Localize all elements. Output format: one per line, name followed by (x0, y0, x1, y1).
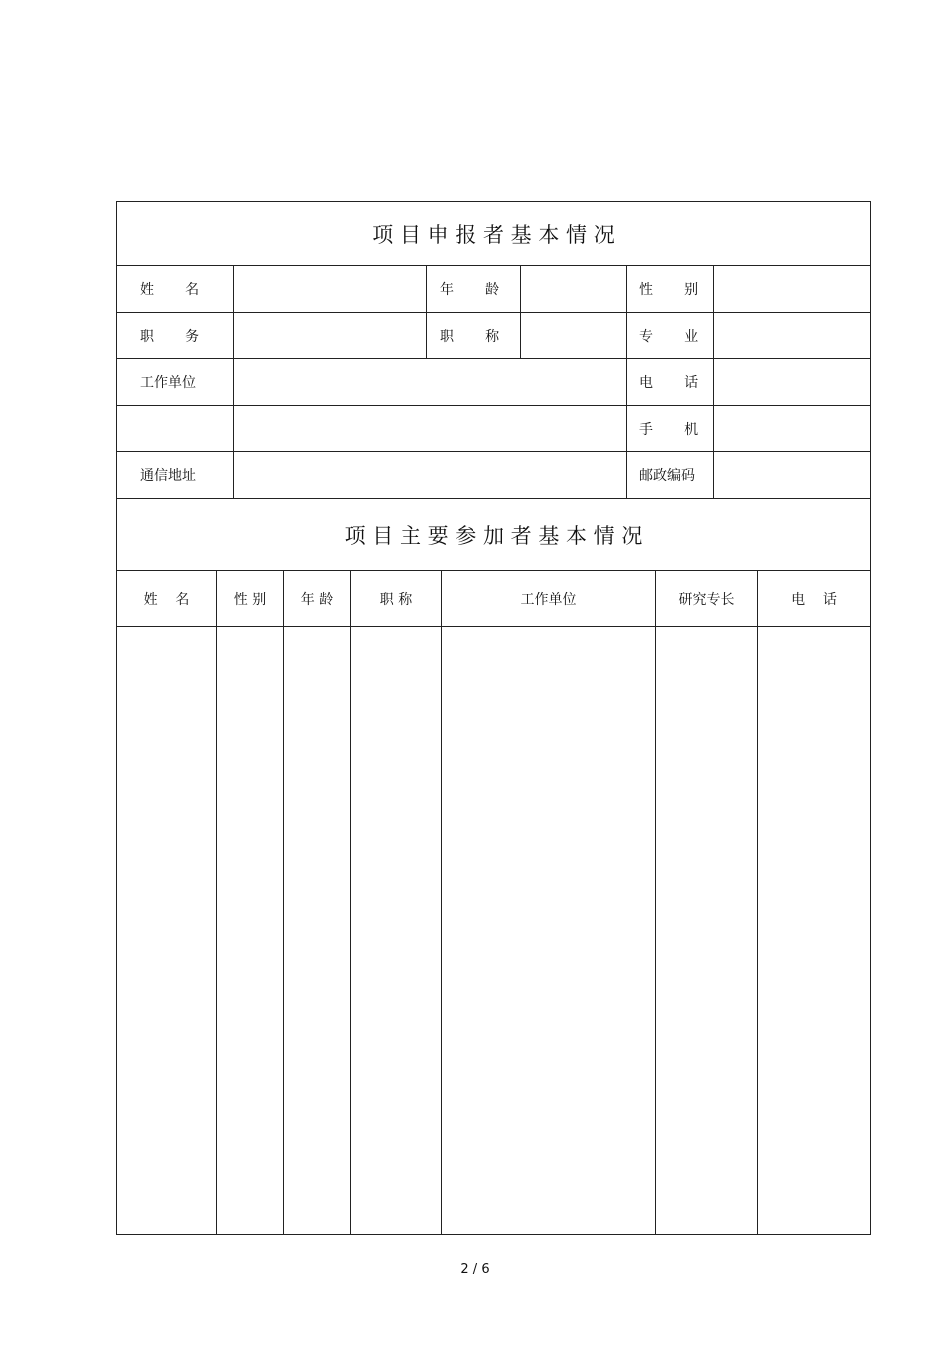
input-phone[interactable] (714, 359, 870, 405)
section-title-participants: 项 目 主 要 参 加 者 基 本 情 况 (344, 523, 643, 548)
label-title: 职 称 (440, 328, 500, 345)
input-gender[interactable] (714, 266, 870, 312)
col-header-workplace: 工作单位 (520, 591, 577, 608)
divider (626, 265, 627, 498)
col-header-name: 姓 名 (143, 591, 190, 608)
col-header-age: 年 龄 (300, 591, 334, 608)
label-workplace: 工作单位 (140, 375, 196, 391)
label-phone: 电 话 (639, 375, 699, 391)
col-header-specialty: 研究专长 (678, 591, 735, 608)
input-address[interactable] (234, 452, 626, 498)
input-workplace[interactable] (234, 359, 626, 405)
label-postcode: 邮政编码 (639, 468, 695, 484)
divider (426, 265, 427, 358)
col-header-phone: 电 话 (791, 591, 837, 608)
col-header-gender: 性 别 (233, 591, 267, 608)
input-postcode[interactable] (714, 452, 870, 498)
input-name[interactable] (234, 266, 426, 312)
label-mobile: 手 机 (639, 421, 699, 438)
input-title[interactable] (521, 313, 626, 358)
label-gender: 性 别 (639, 282, 699, 298)
label-major: 专 业 (639, 328, 699, 345)
label-address: 通信地址 (140, 468, 196, 484)
input-age[interactable] (521, 266, 626, 312)
input-workplace-extra[interactable] (234, 406, 626, 451)
label-age: 年 龄 (440, 282, 500, 298)
label-position: 职 务 (140, 328, 200, 345)
label-name: 姓 名 (140, 282, 200, 298)
input-major[interactable] (714, 313, 870, 358)
input-mobile[interactable] (714, 406, 870, 451)
col-header-title: 职 称 (379, 591, 413, 608)
page-number: 2 / 6 (460, 1262, 490, 1277)
section-title-applicant: 项 目 申 报 者 基 本 情 况 (372, 222, 615, 247)
input-position[interactable] (234, 313, 426, 358)
participants-table-body[interactable] (117, 627, 870, 1234)
